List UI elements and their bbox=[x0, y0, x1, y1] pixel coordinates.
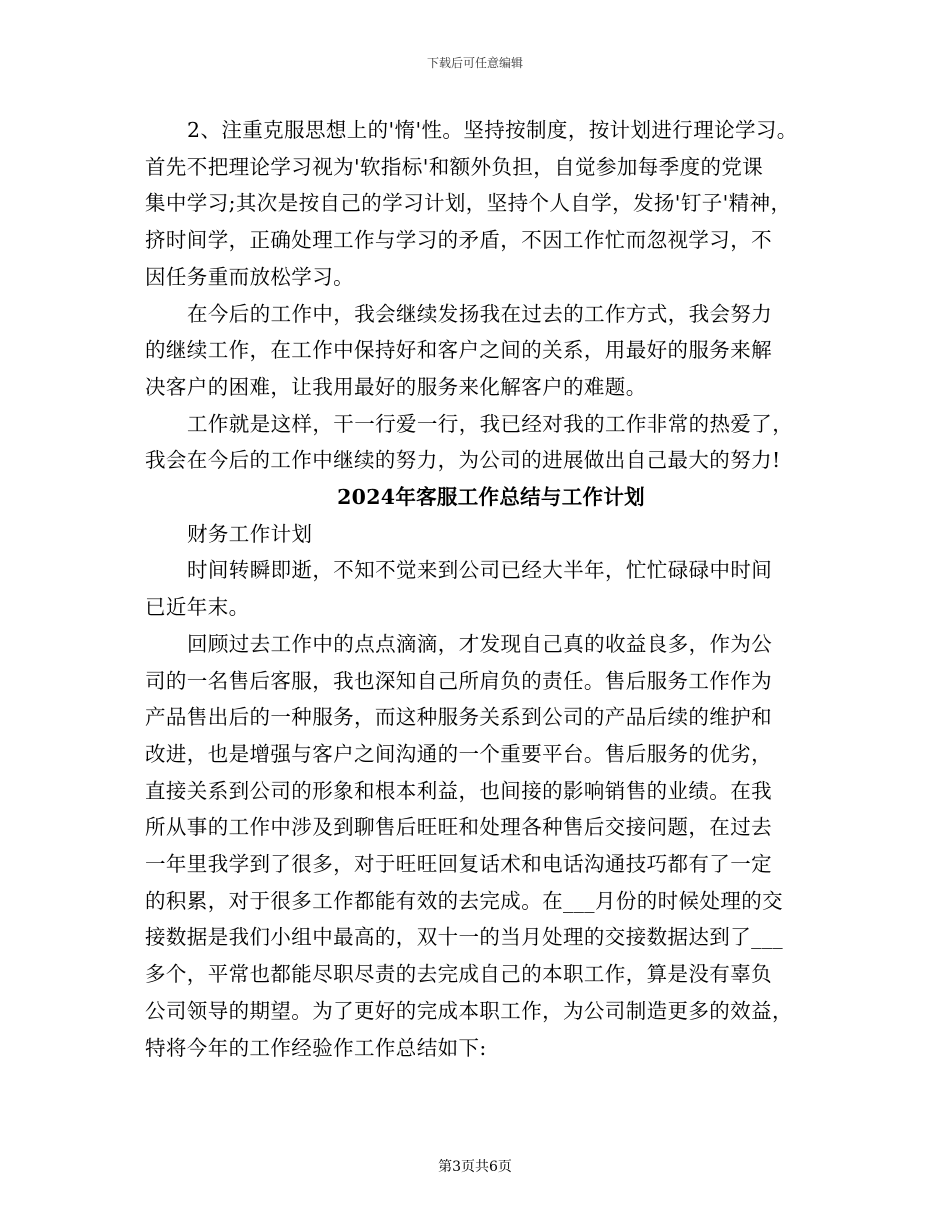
text-line: 改进，也是增强与客户之间沟通的一个重要平台。售后服务的优劣， bbox=[145, 741, 772, 766]
text-line: 公司领导的期望。为了更好的完成本职工作，为公司制造更多的效益， bbox=[145, 998, 793, 1023]
section-title: 2024年客服工作总结与工作计划 bbox=[337, 485, 645, 510]
text-line: 多个，平常也都能尽职尽责的去完成自己的本职工作，算是没有辜负 bbox=[145, 962, 772, 987]
text-line: 司的一名售后客服，我也深知自己所肩负的责任。售后服务工作作为 bbox=[145, 668, 772, 693]
document-body bbox=[145, 112, 825, 1066]
paragraph-5 bbox=[145, 552, 825, 625]
text-line: 2、注重克服思想上的'惰'性。坚持按制度，按计划进行理论学习。 bbox=[187, 118, 798, 142]
text-line: 特将今年的工作经验作工作总结如下: bbox=[145, 1035, 487, 1060]
text-line: 集中学习;其次是按自己的学习计划，坚持个人自学，发扬'钉子'精神， bbox=[145, 191, 792, 216]
text-line: 回顾过去工作中的点点滴滴，才发现自己真的收益良多，作为公 bbox=[187, 631, 773, 656]
text-line: 我会在今后的工作中继续的努力，为公司的进展做出自己最大的努力! bbox=[145, 448, 781, 473]
text-line: 决客户的困难，让我用最好的服务来化解客户的难题。 bbox=[145, 374, 647, 399]
text-line: 工作就是这样，干一行爱一行，我已经对我的工作非常的热爱了， bbox=[187, 411, 794, 436]
text-line: 一年里我学到了很多，对于旺旺回复话术和电话沟通技巧都有了一定 bbox=[145, 852, 772, 877]
paragraph-2 bbox=[145, 296, 825, 406]
text-line: 时间转瞬即逝，不知不觉来到公司已经大半年，忙忙碌碌中时间 bbox=[187, 558, 773, 583]
text-line: 所从事的工作中涉及到聊售后旺旺和处理各种售后交接问题，在过去 bbox=[145, 815, 772, 840]
text-line: 在今后的工作中，我会继续发扬我在过去的工作方式，我会努力 bbox=[187, 301, 773, 326]
text-line: 的积累，对于很多工作都能有效的去完成。在___月份的时候处理的交 bbox=[145, 888, 784, 913]
paragraph-6 bbox=[145, 626, 825, 1066]
text-line: 首先不把理论学习视为'软指标'和额外负担，自觉参加每季度的党课 bbox=[145, 154, 764, 179]
text-line: 产品售出后的一种服务，而这种服务关系到公司的产品后续的维护和 bbox=[145, 705, 772, 730]
text-line: 接数据是我们小组中最高的，双十一的当月处理的交接数据达到了___ bbox=[145, 925, 784, 950]
text-line: 挤时间学，正确处理工作与学习的矛盾，不因工作忙而忽视学习，不 bbox=[145, 228, 772, 253]
header-note: 下载后可任意编辑 bbox=[426, 56, 523, 70]
paragraph-3 bbox=[145, 406, 825, 479]
paragraph-1 bbox=[145, 112, 825, 296]
page-number: 第3页共6页 bbox=[438, 1159, 512, 1175]
text-line: 直接关系到公司的形象和根本利益，也间接的影响销售的业绩。在我 bbox=[145, 778, 772, 803]
text-line: 的继续工作，在工作中保持好和客户之间的关系，用最好的服务来解 bbox=[145, 338, 772, 363]
text-line: 财务工作计划 bbox=[187, 521, 313, 546]
paragraph-4 bbox=[145, 516, 825, 553]
text-line: 已近年末。 bbox=[145, 595, 250, 620]
text-line: 因任务重而放松学习。 bbox=[145, 264, 354, 289]
